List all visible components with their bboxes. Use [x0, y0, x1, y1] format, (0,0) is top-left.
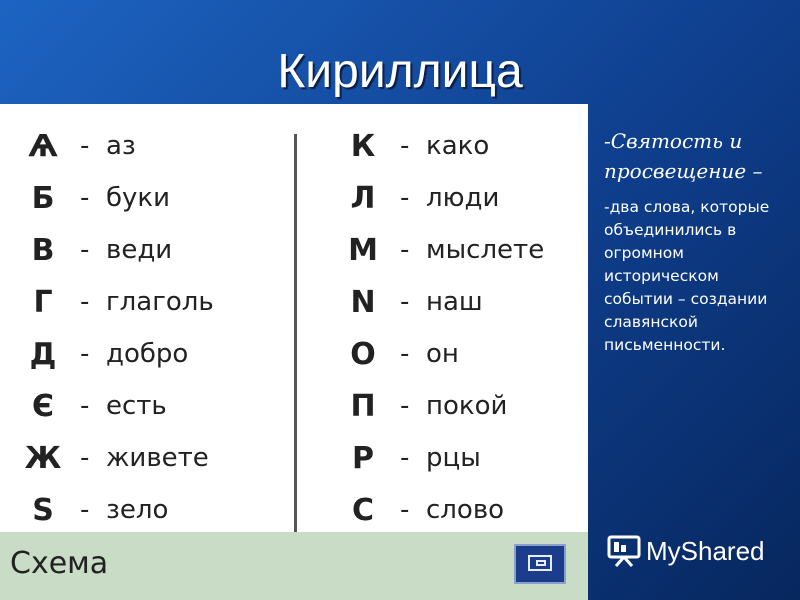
letter-row — [14, 176, 170, 220]
letter-dash: - — [80, 443, 90, 473]
letter-dash: - — [80, 131, 90, 161]
letter-dash: - — [400, 131, 410, 161]
status-bar-label: Схема — [10, 546, 109, 581]
letter-name: веди — [106, 235, 173, 265]
letter-name: мыслете — [426, 235, 545, 265]
letter-name: живете — [106, 443, 209, 473]
window-icon-button[interactable] — [514, 544, 566, 584]
presentation-icon — [606, 534, 642, 568]
letter-row — [14, 488, 168, 532]
letter-glyph: N — [350, 284, 376, 320]
letter-glyph: Ж — [24, 440, 62, 476]
letter-row — [14, 228, 172, 272]
letter-row — [14, 124, 136, 168]
letter-glyph: П — [350, 388, 376, 424]
letter-name: покой — [426, 391, 508, 421]
letter-dash: - — [400, 287, 410, 317]
side-text — [604, 126, 790, 357]
letter-glyph: Л — [350, 180, 376, 216]
letter-glyph: Д — [29, 336, 57, 372]
letter-glyph: С — [351, 492, 375, 528]
letter-name: добро — [106, 339, 189, 369]
letter-row — [334, 332, 459, 376]
letter-glyph: Є — [31, 388, 55, 424]
letter-dash: - — [80, 235, 90, 265]
letter-name: глаголь — [106, 287, 214, 317]
window-icon — [528, 555, 552, 571]
letter-name: аз — [106, 131, 136, 161]
letter-row — [334, 384, 507, 428]
side-heading: -Святость и просвещение – — [604, 129, 763, 183]
alphabet-panel — [0, 104, 588, 600]
letter-row — [334, 488, 504, 532]
letter-glyph: О — [350, 336, 376, 372]
letter-dash: - — [400, 235, 410, 265]
letter-row — [334, 436, 481, 480]
letter-glyph: Р — [352, 440, 374, 476]
letter-row — [14, 280, 214, 324]
letter-dash: - — [400, 443, 410, 473]
letter-glyph: Ѕ — [32, 492, 54, 528]
letter-row — [334, 228, 544, 272]
letter-name: рцы — [426, 443, 481, 473]
letter-row — [14, 384, 167, 428]
letter-name: слово — [426, 495, 505, 525]
letter-glyph: В — [31, 232, 55, 268]
letter-name: како — [426, 131, 490, 161]
letter-dash: - — [400, 391, 410, 421]
letter-row — [14, 436, 209, 480]
letter-dash: - — [80, 287, 90, 317]
letter-dash: - — [80, 391, 90, 421]
letter-name: есть — [106, 391, 167, 421]
status-bar — [0, 532, 588, 600]
letter-name: люди — [426, 183, 500, 213]
letter-name: зело — [106, 495, 169, 525]
letter-dash: - — [400, 339, 410, 369]
letter-dash: - — [400, 495, 410, 525]
letter-name: он — [426, 339, 459, 369]
letter-glyph: Г — [33, 284, 53, 320]
letter-name: наш — [426, 287, 483, 317]
letter-glyph: Ѧ — [28, 128, 58, 164]
letter-glyph: М — [348, 232, 378, 268]
letter-dash: - — [80, 183, 90, 213]
slide-title: Кириллица — [277, 45, 523, 98]
letter-row — [14, 332, 188, 376]
column-divider — [294, 134, 297, 534]
watermark-text: MyShared — [646, 535, 765, 566]
letter-row — [334, 280, 483, 324]
letter-dash: - — [400, 183, 410, 213]
watermark — [606, 534, 765, 568]
letter-dash: - — [80, 339, 90, 369]
letter-dash: - — [80, 495, 90, 525]
letter-row — [334, 176, 499, 220]
letter-glyph: К — [350, 128, 376, 164]
letter-row — [334, 124, 489, 168]
letter-name: буки — [106, 183, 171, 213]
letter-glyph: Б — [31, 180, 55, 216]
side-body: -два слова, которые объединились в огромном историческом событии – создании славянской письменности. — [604, 198, 770, 354]
